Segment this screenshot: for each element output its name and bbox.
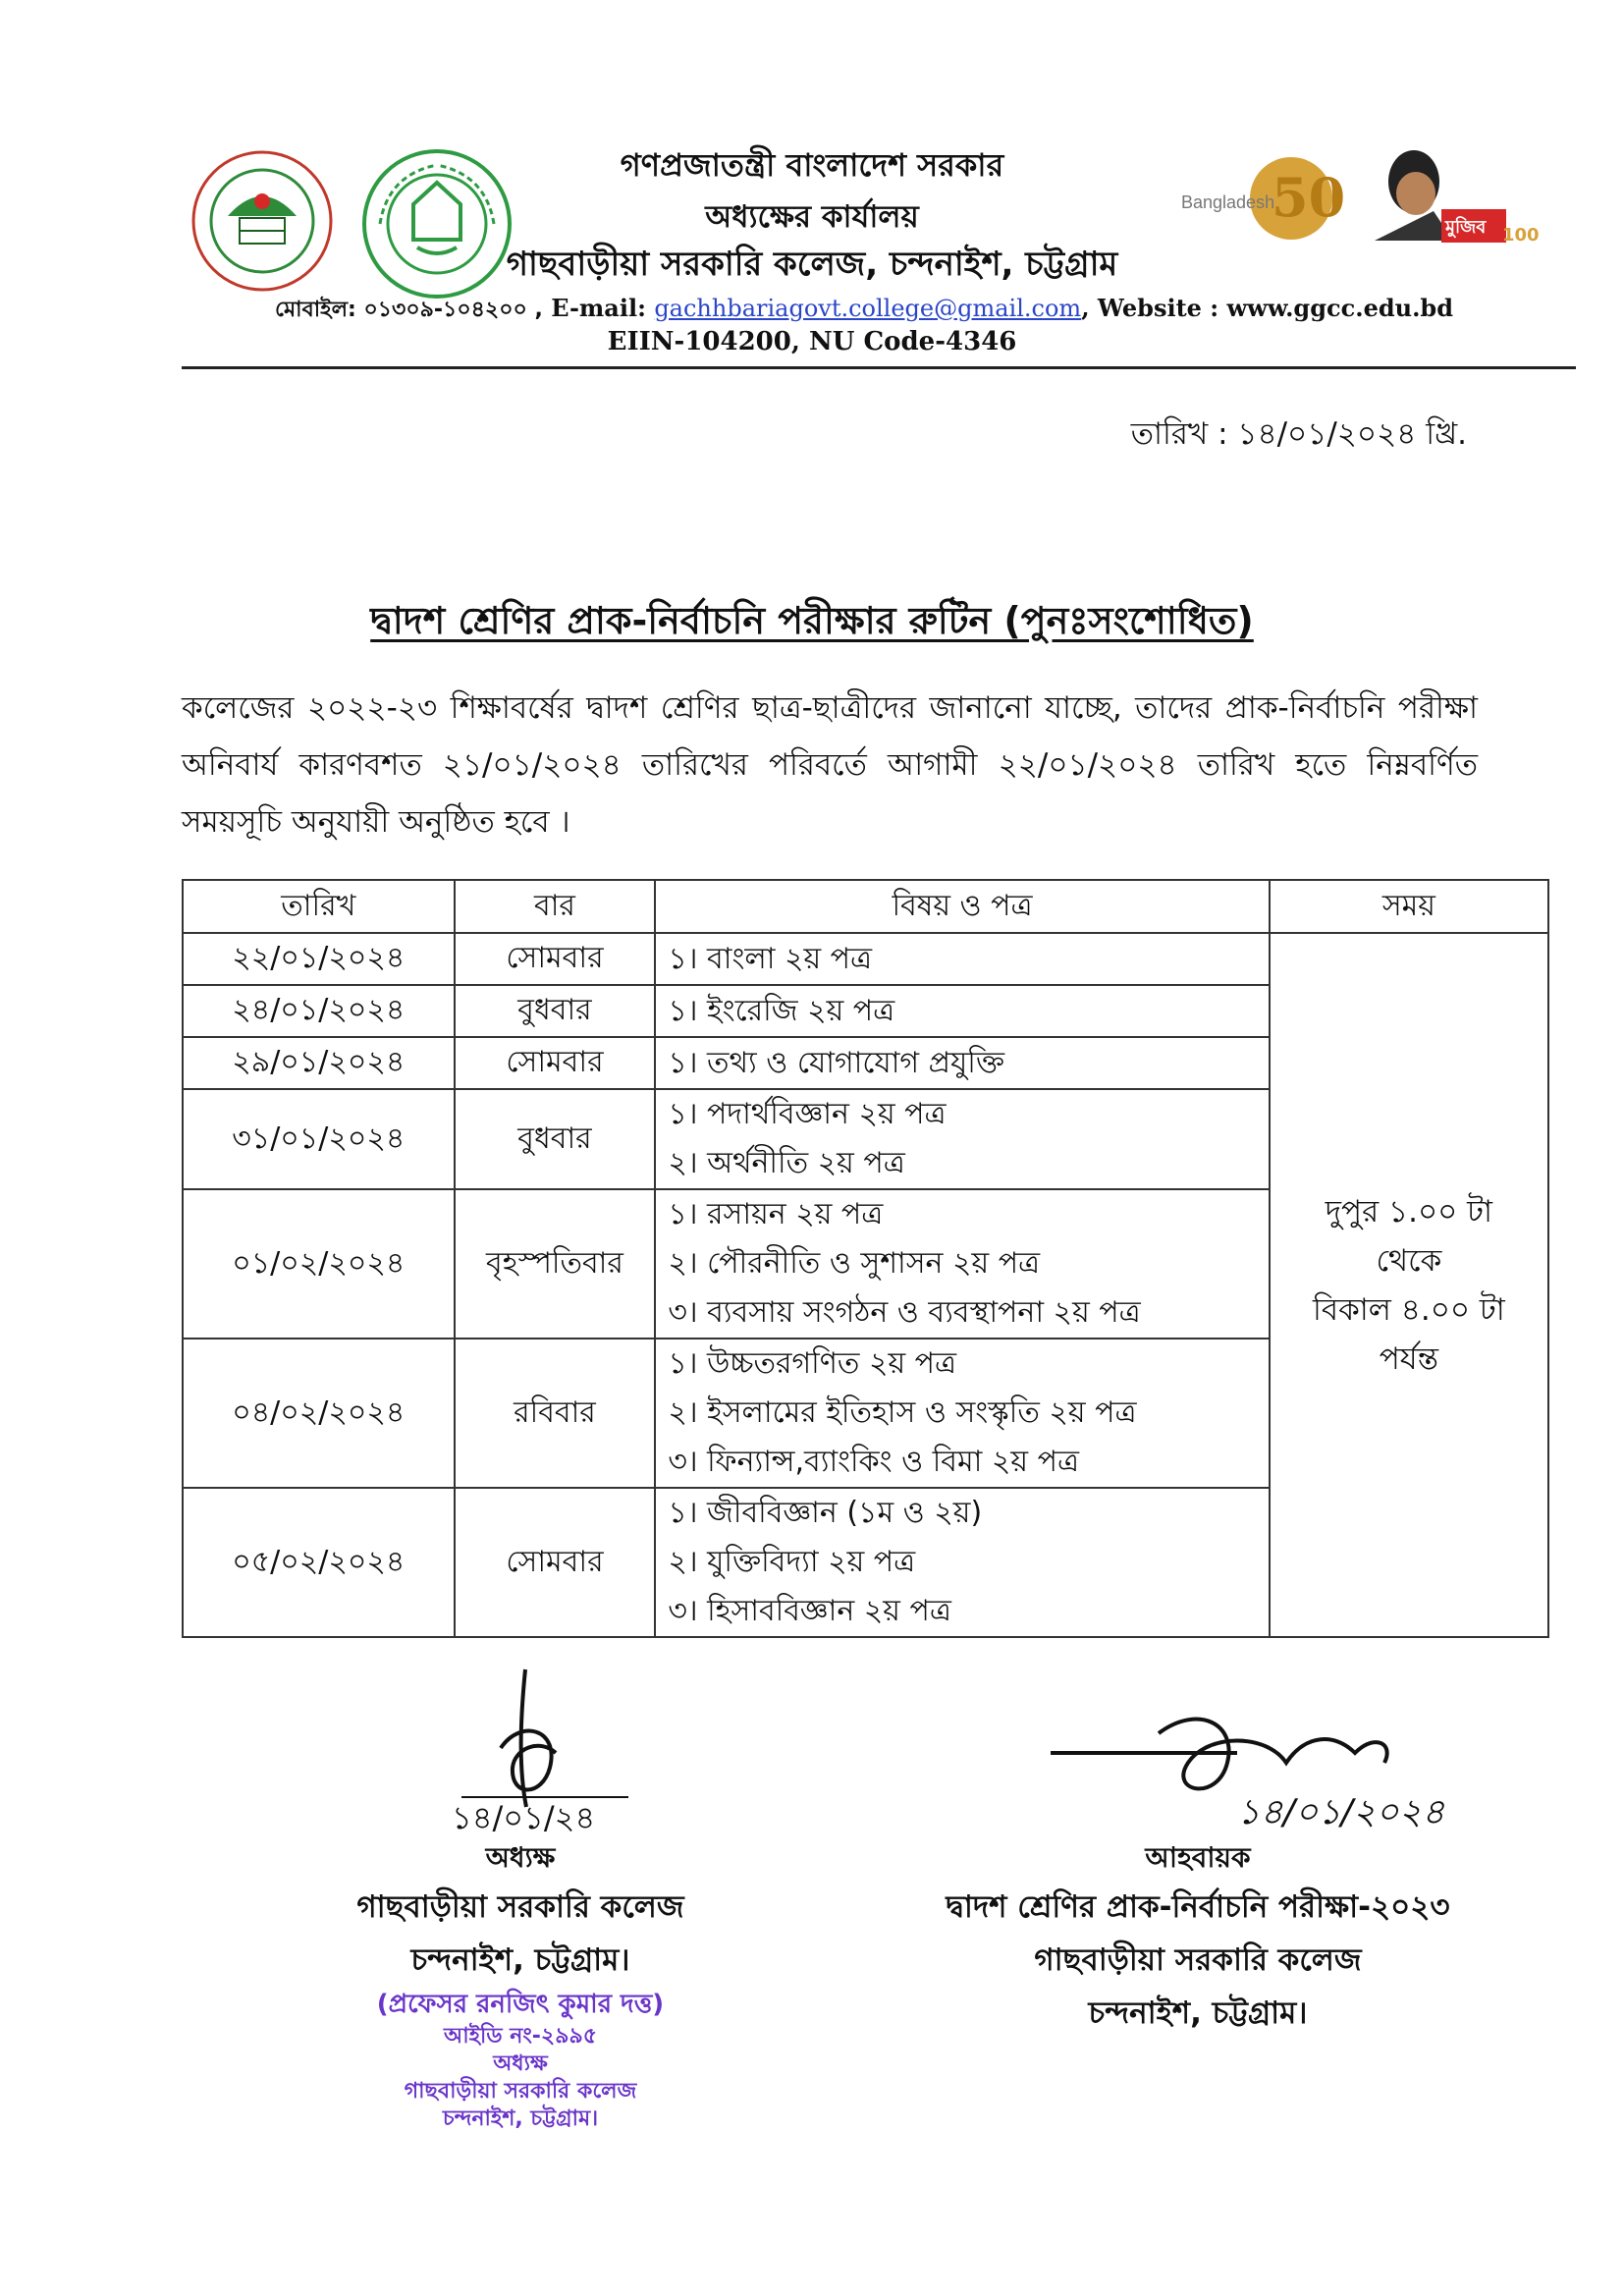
eiin-code: EIIN-104200, NU Code-4346 [607,327,1017,356]
principal-signature [432,1660,648,1836]
row-subjects [655,1339,1269,1488]
subject-item: ১। বাংলা ২য় পত্র [668,941,873,976]
convener-exam: দ্বাদশ শ্রেণির প্রাক-নির্বাচনি পরীক্ষা-২০২৩ [946,1889,1450,1925]
row-date: ০৫/০২/২০২৪ [183,1488,455,1637]
header-subject: বিষয় ও পত্র [655,880,1269,933]
row-date: ২৯/০১/২০২৪ [183,1037,455,1089]
time-start: দুপুর ১.০০ টা [1325,1193,1493,1230]
row-subjects [655,1189,1269,1339]
time-end: বিকাল ৪.০০ টা [1313,1291,1505,1328]
row-day: রবিবার [455,1339,656,1488]
subject-item: ২। অর্থনীতি ২য় পত্র [668,1146,905,1180]
row-subjects [655,985,1269,1037]
row-subjects [655,1089,1269,1189]
svg-text:Bangladesh: Bangladesh [1181,192,1275,212]
exam-time [1270,933,1548,1637]
row-day: বুধবার [455,985,656,1037]
notice-title [0,592,1624,655]
convener-block [874,1836,1522,2043]
principal-place: চন্দনাইশ, চট্টগ্রাম। [410,1942,630,1978]
row-day: সোমবার [455,933,656,985]
notice-title-text: দ্বাদশ শ্রেণির প্রাক-নির্বাচনি পরীক্ষার রুটিন (পুনঃসংশোধিত) [370,599,1254,642]
principal-role: অধ্যক্ষ [485,1841,556,1874]
seal-role: অধ্যক্ষ [493,2051,548,2076]
convener-college: গাছবাড়ীয়া সরকারি কলেজ [1034,1942,1362,1978]
row-day: সোমবার [455,1488,656,1637]
subject-item: ৩। হিসাববিজ্ঞান ২য় পত্র [668,1594,951,1628]
svg-text:মুজিব: মুজিব [1445,217,1487,238]
notice-body: কলেজের ২০২২-২৩ শিক্ষাবর্ষের দ্বাদশ শ্রেণির ছাত্র-ছাত্রীদের জানানো যাচ্ছে, তাদের প্রাক-নির্বাচনি পরীক্ষা অনিবার্য কারণবশত ২১/০১/২০২৪ তারিখের পরিবর্তে আগামী ২২/০১/২০২৪ তারিখ হতে নিম্নবর্ণিত সময়সূচি অনুযায়ী অনুষ্ঠিত হবে । [182,690,1478,840]
subject-item: ১। জীববিজ্ঞান (১ম ও ২য়) [668,1496,983,1530]
header-date: তারিখ [183,880,455,933]
table-row [183,933,1548,985]
time-from: থেকে [1376,1242,1442,1279]
time-until: পর্যন্ত [1379,1340,1439,1377]
mobile-number: মোবাইল: ০১৩০৯-১০৪২০০ , [275,298,543,322]
subject-item: ২। ইসলামের ইতিহাস ও সংস্কৃতি ২য় পত্র [668,1395,1137,1430]
subject-item: ১। ইংরেজি ২য় পত্র [668,993,895,1028]
email-label: E-mail: [551,294,646,322]
principal-block [295,1836,746,1990]
svg-text:50: 50 [1272,166,1346,229]
seal-name: (প্রফেসর রনজিৎ কুমার দত্ত) [376,1990,665,2019]
row-date: ৩১/০১/২০২৪ [183,1089,455,1189]
subject-item: ১। উচ্চতরগণিত ২য় পত্র [668,1346,957,1381]
row-date: ০৪/০২/২০২৪ [183,1339,455,1488]
row-subjects [655,1488,1269,1637]
row-day: সোমবার [455,1037,656,1089]
convener-signature [1041,1704,1551,1841]
subject-item: ৩। ব্যবসায় সংগঠন ও ব্যবস্থাপনা ২য় পত্র [668,1295,1141,1330]
seal-id: আইডি নং-২৯৯৫ [443,2024,598,2049]
principal-seal [295,1984,746,2129]
svg-text:100: 100 [1502,225,1540,246]
contact-line [255,293,1473,329]
table-header-row [183,880,1548,933]
row-day: বৃহস্পতিবার [455,1189,656,1339]
subject-item: ১। পদার্থবিজ্ঞান ২য় পত্র [668,1097,947,1131]
seal-place: চন্দনাইশ, চট্টগ্রাম। [442,2106,599,2131]
row-subjects [655,933,1269,985]
college-name: গাছবাড়ীয়া সরকারি কলেজ, চন্দনাইশ, চট্টগ্রাম [506,245,1118,284]
convener-place: চন্দনাইশ, চট্টগ্রাম। [1088,1995,1308,2031]
government-name: গণপ্রজাতন্ত্রী বাংলাদেশ সরকার [620,146,1004,184]
principal-signature-date: ১৪/০১/২৪ [452,1799,596,1836]
principal-college: গাছবাড়ীয়া সরকারি কলেজ [356,1889,684,1925]
row-date: ০১/০২/২০২৪ [183,1189,455,1339]
header-divider [182,366,1576,369]
row-date: ২৪/০১/২০২৪ [183,985,455,1037]
subject-item: ৩। ফিন্যান্স,ব্যাংকিং ও বিমা ২য় পত্র [668,1445,1079,1479]
issue-date: তারিখ : ১৪/০১/২০২৪ খ্রি. [1130,416,1467,452]
subject-item: ১। তথ্য ও যোগাযোগ প্রযুক্তি [668,1045,1004,1080]
subject-item: ১। রসায়ন ২য় পত্র [668,1197,884,1231]
seal-college: গাছবাড়ীয়া সরকারি কলেজ [404,2079,637,2104]
convener-signature-date: ১৪/০১/২০২৪ [1237,1792,1445,1832]
convener-role: আহবায়ক [1145,1841,1251,1874]
office-name: অধ্যক্ষের কার্যালয় [705,199,919,235]
row-date: ২২/০১/২০২৪ [183,933,455,985]
subject-item: ২। পৌরনীতি ও সুশাসন ২য় পত্র [668,1246,1041,1281]
website: , Website : www.ggcc.edu.bd [1081,294,1453,322]
row-subjects [655,1037,1269,1089]
email-link[interactable]: gachhbariagovt.college@gmail.com [654,295,1082,322]
subject-item: ২। যুক্তিবিদ্যা ২য় পত্র [668,1545,916,1579]
exam-routine-table [182,879,1549,1638]
row-day: বুধবার [455,1089,656,1189]
header-day: বার [455,880,656,933]
header-time: সময় [1270,880,1548,933]
